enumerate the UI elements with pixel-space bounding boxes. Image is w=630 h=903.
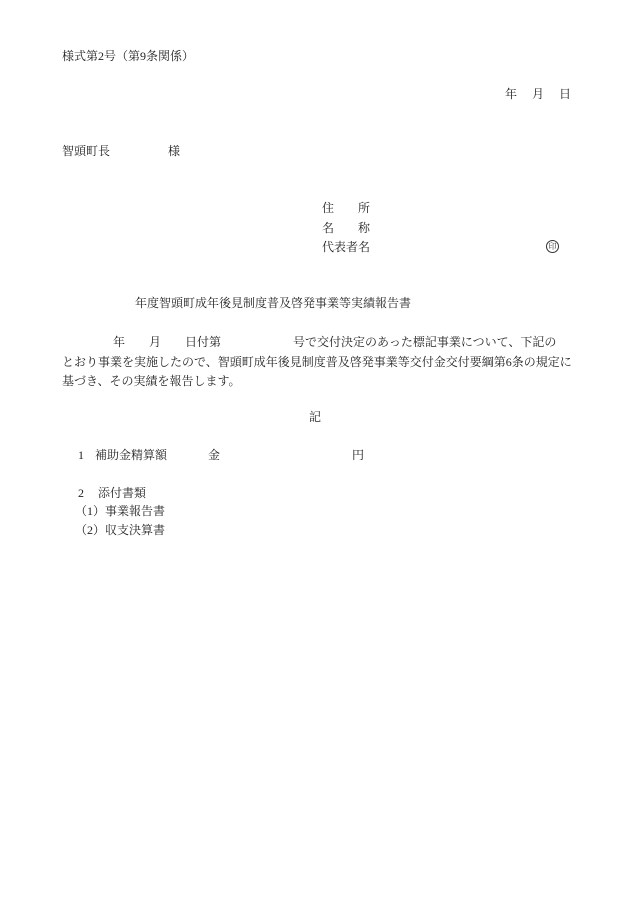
item1-number: 1 [78, 448, 84, 462]
attachment-row-1 [75, 505, 165, 519]
attachment-1-number: （1） [75, 504, 106, 518]
body-paragraph-line-3: 基づき、その実績を報告します。 [62, 374, 241, 388]
seal-icon [546, 240, 559, 253]
item1-currency-prefix: 金 [208, 448, 221, 462]
body-paragraph-line-2: とおり事業を実施したので、智頭町成年後見制度普及啓発事業等交付金交付要綱第6条の規定に [62, 355, 572, 369]
item2-label: 添付書類 [98, 486, 147, 500]
record-heading: 記 [308, 410, 321, 424]
date-year-label: 年 [505, 87, 518, 101]
date-line [505, 88, 571, 102]
attachment-row-2 [75, 524, 165, 538]
date-month-label: 月 [532, 87, 545, 101]
addressee-name: 智頭町長 [62, 144, 111, 158]
date-day-label: 日 [559, 87, 572, 101]
attachment-2-number: （2） [75, 523, 106, 537]
form-number: 様式第2号（第9条関係） [62, 49, 195, 63]
body-paragraph-line-1: 年 月 日付第 号で交付決定のあった標記事業について、下記の [113, 335, 557, 349]
attachment-2-label: 収支決算書 [105, 523, 166, 537]
item2-number: 2 [78, 486, 84, 500]
sender-name-label: 名 称 [322, 221, 371, 235]
item1-label: 補助金精算額 [95, 448, 168, 462]
sender-address-label: 住 所 [322, 201, 371, 215]
sender-representative-label: 代表者名 [322, 240, 371, 254]
addressee-line [62, 145, 180, 159]
seal-character: 印 [548, 241, 557, 251]
attachment-1-label: 事業報告書 [105, 504, 166, 518]
item1-currency-suffix: 円 [352, 448, 365, 462]
addressee-honorific: 様 [168, 144, 181, 158]
document-title: 年度智頭町成年後見制度普及啓発事業等実績報告書 [135, 296, 412, 310]
